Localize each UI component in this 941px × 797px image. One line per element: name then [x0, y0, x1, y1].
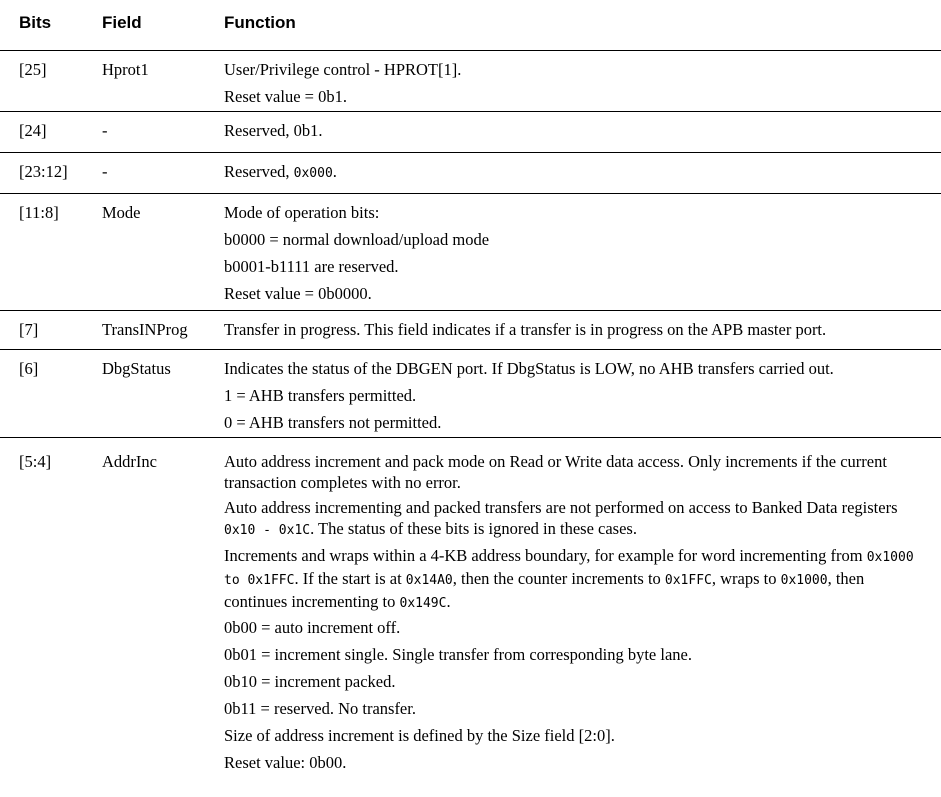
bits-cell: [24] — [19, 121, 47, 140]
text-segment: Increments and wraps within a 4-KB address boundary, for example for word incrementing from — [224, 546, 867, 565]
text-segment: , wraps to — [711, 569, 781, 588]
bits-cell: [23:12] — [19, 162, 68, 181]
function-line: 0b10 = increment packed. — [224, 672, 396, 691]
field-cell: Mode — [102, 203, 141, 222]
header-bits: Bits — [19, 13, 52, 32]
code-value: 0x1000 to 0x1FFC — [224, 550, 914, 588]
code-value: 0x1000 — [780, 573, 828, 588]
code-value: 0x149C — [399, 596, 447, 611]
function-line: Indicates the status of the DBGEN port. If DbgStatus is LOW, no AHB transfers carried out. — [224, 359, 834, 378]
function-line: Mode of operation bits: — [224, 203, 380, 222]
text-segment: . If the start is at — [294, 569, 406, 588]
table-row — [0, 311, 941, 350]
function-line: Auto address increment and pack mode on Read or Write data access. Only increments if the current transaction completes with no error. — [224, 452, 887, 492]
function-cell — [224, 203, 927, 311]
function-line: Reset value: 0b00. — [224, 753, 347, 772]
table-row — [0, 438, 941, 788]
text-segment: . The status of these bits is ignored in these cases. — [310, 519, 637, 538]
bits-cell: [6] — [19, 359, 39, 378]
function-cell — [224, 162, 927, 191]
table-row — [0, 112, 941, 153]
field-cell: Hprot1 — [102, 60, 149, 79]
function-line: 1 = AHB transfers permitted. — [224, 386, 417, 405]
function-cell — [224, 451, 927, 780]
code-value: 0x10 - 0x1C — [224, 523, 311, 538]
function-line: Size of address increment is defined by the Size field [2:0]. — [224, 726, 615, 745]
bits-cell: [7] — [19, 320, 39, 339]
function-cell — [224, 320, 927, 347]
table-row — [0, 350, 941, 438]
function-line — [224, 497, 927, 541]
function-line: 0 = AHB transfers not permitted. — [224, 413, 442, 432]
function-line: Reset value = 0b1. — [224, 87, 347, 106]
text-segment: Reserved, — [224, 162, 294, 181]
text-segment: , then the counter increments to — [452, 569, 665, 588]
header-function: Function — [224, 13, 296, 32]
function-line: 0b00 = auto increment off. — [224, 618, 401, 637]
text-segment: . — [332, 162, 337, 181]
table-row — [0, 51, 941, 112]
function-line: Transfer in progress. This field indicates if a transfer is in progress on the APB master port. — [224, 320, 827, 339]
bits-cell: [25] — [19, 60, 47, 79]
field-cell: DbgStatus — [102, 359, 171, 378]
function-line — [224, 162, 927, 184]
field-cell: - — [102, 121, 108, 140]
function-line: Reset value = 0b0000. — [224, 284, 372, 303]
code-value: 0x1FFC — [664, 573, 712, 588]
text-segment: Auto address incrementing and packed transfers are not performed on access to Banked Data registers — [224, 498, 898, 517]
code-value: 0x14A0 — [405, 573, 453, 588]
header-field: Field — [102, 13, 142, 32]
function-line: 0b11 = reserved. No transfer. — [224, 699, 416, 718]
code-value: 0x000 — [293, 166, 333, 181]
function-cell — [224, 121, 927, 148]
function-line — [224, 545, 927, 614]
bits-cell: [11:8] — [19, 203, 59, 222]
table-header — [0, 0, 941, 51]
function-line: User/Privilege control - HPROT[1]. — [224, 60, 462, 79]
text-segment: . — [446, 592, 451, 611]
function-line: b0001-b1111 are reserved. — [224, 257, 399, 276]
table-row — [0, 153, 941, 194]
function-line: 0b01 = increment single. Single transfer from corresponding byte lane. — [224, 645, 692, 664]
field-cell: TransINProg — [102, 320, 188, 339]
function-cell — [224, 359, 927, 440]
function-line: Reserved, 0b1. — [224, 121, 323, 140]
field-cell: - — [102, 162, 108, 181]
function-line: b0000 = normal download/upload mode — [224, 230, 490, 249]
text-segment: , then continues incrementing to — [224, 569, 865, 611]
function-cell — [224, 60, 927, 114]
bits-cell: [5:4] — [19, 452, 52, 471]
table-row — [0, 194, 941, 311]
field-cell: AddrInc — [102, 452, 157, 471]
